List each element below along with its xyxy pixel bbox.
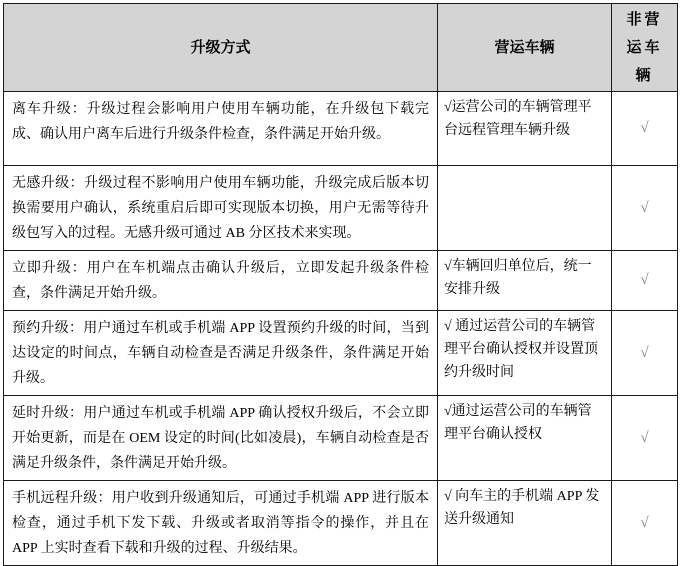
upgrade-methods-table: [3, 3, 678, 566]
cell-upgrade-method: 预约升级：用户通过车机或手机端 APP 设置预约升级的时间，当到达设定的时间点，车辆自动检查是否满足升级条件，条件满足开始升级。: [4, 311, 438, 396]
cell-upgrade-method: 立即升级：用户在车机端点击确认升级后，立即发起升级条件检查，条件满足开始升级。: [4, 251, 438, 311]
table-row: [4, 396, 678, 481]
cell-upgrade-method: 无感升级：升级过程不影响用户使用车辆功能，升级完成后版本切换需要用户确认，系统重启后即可实现版本切换，用户无需等待升级包写入的过程。无感升级可通过 AB 分区技术来实现。: [4, 166, 438, 251]
cell-operating-vehicle: √车辆回归单位后，统一安排升级: [438, 251, 612, 311]
table-header-row: [4, 4, 678, 92]
cell-non-operating-checkmark: √: [612, 311, 678, 396]
table-row: [4, 166, 678, 251]
cell-non-operating-checkmark: √: [612, 481, 678, 566]
cell-upgrade-method: 手机远程升级：用户收到升级通知后，可通过手机端 APP 进行版本检查，通过手机下发下载、升级或者取消等指令的操作，并且在 APP 上实时查看下载和升级的过程、升级结果。: [4, 481, 438, 566]
cell-non-operating-checkmark: √: [612, 251, 678, 311]
cell-upgrade-method: 离车升级：升级过程会影响用户使用车辆功能，在升级包下载完成、确认用户离车后进行升级条件检查，条件满足开始升级。: [4, 92, 438, 166]
table-row: [4, 251, 678, 311]
cell-operating-vehicle: [438, 166, 612, 251]
cell-non-operating-checkmark: √: [612, 396, 678, 481]
table-row: [4, 92, 678, 166]
cell-operating-vehicle: √ 通过运营公司的车辆管理平台确认授权并设置顶约升级时间: [438, 311, 612, 396]
column-header-non-operating-vehicle: 非营运车辆: [612, 4, 678, 92]
table-row: [4, 311, 678, 396]
cell-operating-vehicle: √运营公司的车辆管理平台远程管理车辆升级: [438, 92, 612, 166]
column-header-upgrade-method: 升级方式: [4, 4, 438, 92]
cell-upgrade-method: 延时升级：用户通过车机或手机端 APP 确认授权升级后，不会立即开始更新，而是在 OEM 设定的时间(比如凌晨)，车辆自动检查是否满足升级条件，条件满足开始升级。: [4, 396, 438, 481]
cell-operating-vehicle: √ 向车主的手机端 APP 发送升级通知: [438, 481, 612, 566]
cell-non-operating-checkmark: √: [612, 92, 678, 166]
column-header-operating-vehicle: 营运车辆: [438, 4, 612, 92]
cell-operating-vehicle: √通过运营公司的车辆管理平台确认授权: [438, 396, 612, 481]
cell-non-operating-checkmark: √: [612, 166, 678, 251]
table-row: [4, 481, 678, 566]
